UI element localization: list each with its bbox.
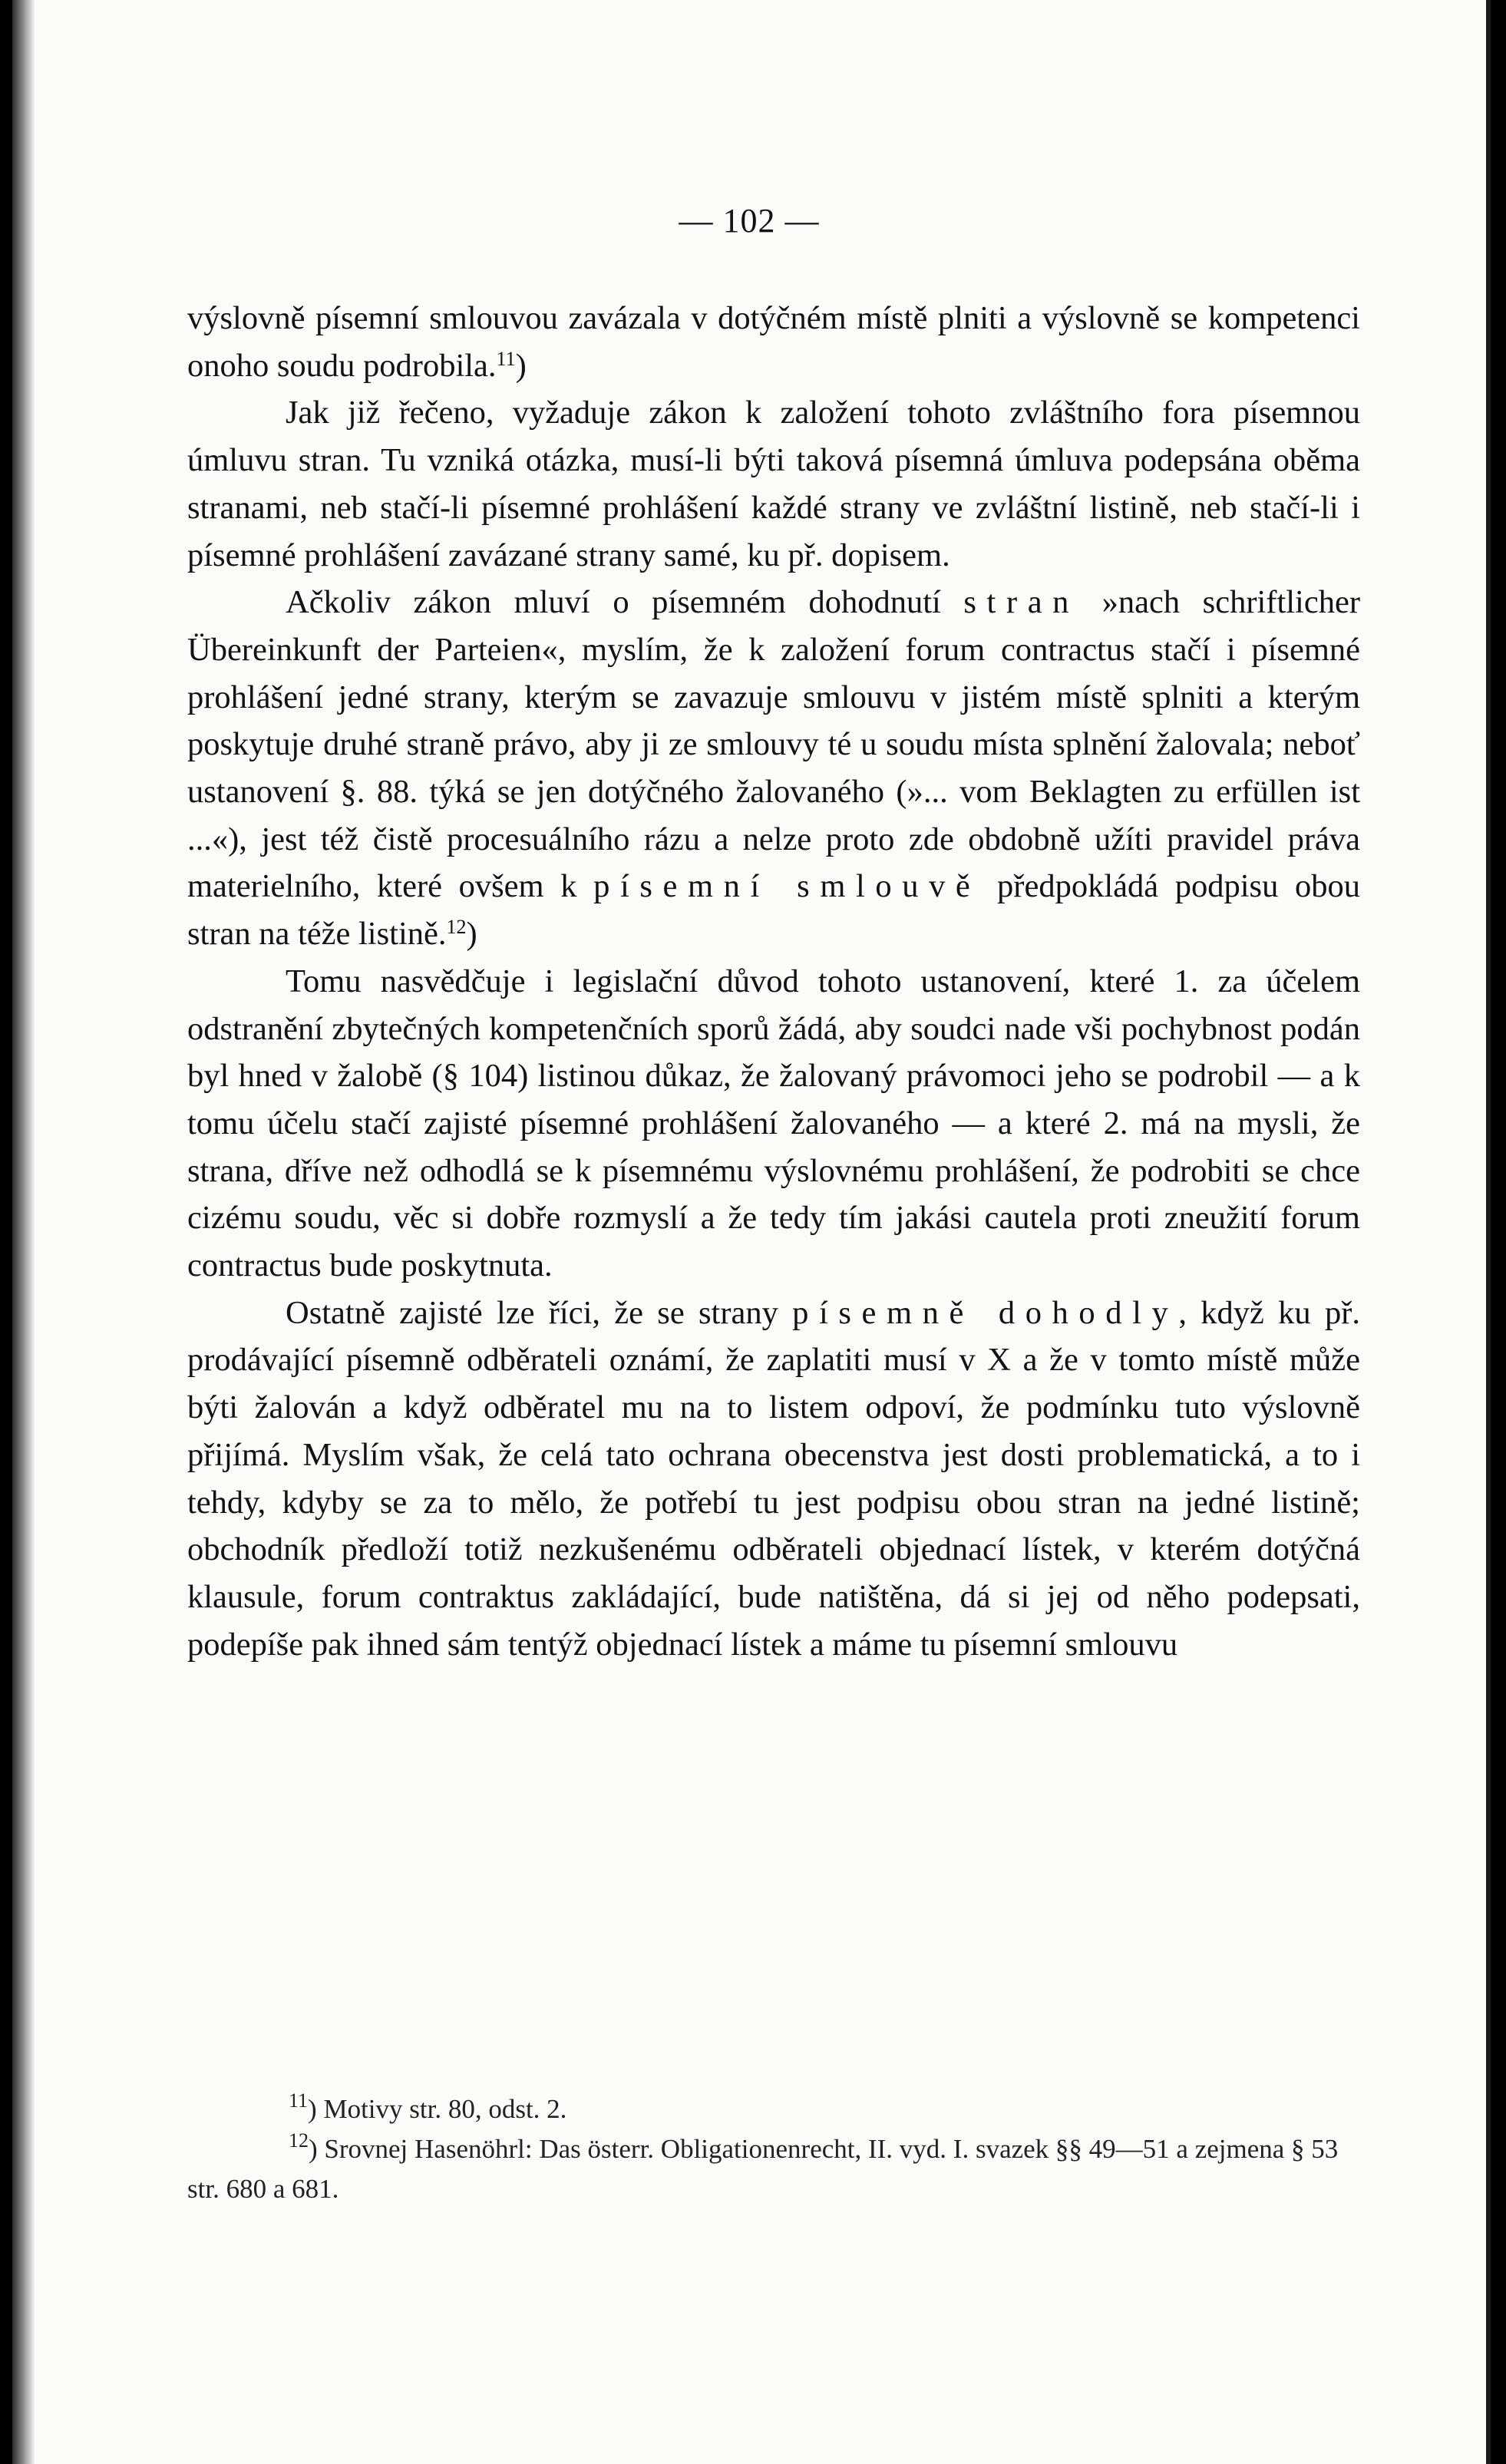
- paragraph-1: [187, 295, 1360, 389]
- body-text: [187, 295, 1360, 1668]
- footnote-12: [187, 2129, 1360, 2209]
- page-number: — 102 —: [679, 202, 820, 239]
- paragraph-4: [187, 958, 1360, 1290]
- text-run: výslovně písemní smlouvou zavázala v dotýčném místě plniti a výslovně se kompetenci onoho soudu podrobila.: [187, 300, 1360, 384]
- text-run: Ostatně zajisté lze říci, že se strany: [286, 1294, 793, 1331]
- text-run: ): [466, 916, 477, 953]
- footnote-text: ) Motivy str. 80, odst. 2.: [308, 2094, 567, 2124]
- text-run: , když ku př. prodávající písemně odběrateli oznámí, že zaplatiti musí v X a že v tomto místě může býti žalován a když odběratel mu na to listem odpoví, že podmínku tuto výslovně přijímá. Myslím však, že celá tato ochrana obecenstva jest dosti problematická, a to i tehdy, kdyby se za to mělo, že potřebí tu jest podpisu obou stran na jedné listině; obchodník předloží totiž nezkušenému odběrateli objednací lístek, v kterém dotýčná klausule, forum contraktus zakládající, bude natištěna, dá si jej od něho podepsati, podepíše pak ihned sám tentýž objednací lístek a máme tu písemní smlouvu: [187, 1294, 1360, 1663]
- paragraph-2: [187, 389, 1360, 579]
- emphasis-spaced: písemní smlouvě: [593, 868, 981, 905]
- text-run: předpokládá podpisu obou stran na téže listině.: [187, 868, 1360, 953]
- footnote-mark: 11: [289, 2089, 309, 2112]
- text-run: Tomu nasvědčuje i legislační důvod tohoto ustanovení, které 1. za účelem odstranění zbytečných kompetenčních sporů žádá, aby soudci nade vši pochybnost podán byl hned v žalobě (§ 104) listinou důkaz, že žalovaný právomoci jeho se podrobil — a k tomu účelu stačí zajisté písemné prohlášení žalovaného — a které 2. má na mysli, že strana, dříve než odhodlá se k písemnému výslovnému prohlášení, že podrobiti se chce cizému soudu, věc si dobře rozmyslí a že tedy tím jakási cautela proti zneužití forum contractus bude poskytnuta.: [187, 963, 1360, 1284]
- text-run: ): [515, 347, 527, 384]
- footnote-text: ) Srovnej Hasenöhrl: Das österr. Obligationenrecht, II. vyd. I. svazek §§ 49—51 a zejmena § 53 str. 680 a 681.: [187, 2134, 1339, 2204]
- book-page: [12, 0, 1491, 2464]
- text-run: Ačkoliv zákon mluví o písemném dohodnutí: [286, 584, 964, 621]
- footnotes: [187, 2089, 1360, 2209]
- text-run: »nach schriftlicher Übereinkunft der Parteien«, myslím, že k založení forum contractus stačí i písemné prohlášení jedné strany, kterým se zavazuje smlouvu v jistém místě splniti a kterým poskytuje druhé straně právo, aby ji ze smlouvy té u soudu místa splnění žalovala; neboť ustanovení §. 88. týká se jen dotýčného žalovaného (»... vom Beklagten zu erfüllen ist ...«), jest též čistě procesuálního rázu a nelze proto zde obdobně užíti pravidel práva materielního, které ovšem k: [187, 584, 1360, 905]
- emphasis-spaced: stran: [963, 584, 1080, 621]
- paragraph-5: [187, 1290, 1360, 1669]
- emphasis-spaced: písemně dohodly: [792, 1294, 1179, 1331]
- footnote-ref-12: 12: [446, 916, 467, 939]
- footnote-mark: 12: [289, 2129, 309, 2152]
- paragraph-3: [187, 579, 1360, 958]
- footnote-ref-11: 11: [496, 347, 516, 370]
- footnote-11: [187, 2089, 1360, 2129]
- text-run: Jak již řečeno, vyžaduje zákon k založení tohoto zvláštního fora písemnou úmluvu stran. Tu vzniká otázka, musí-li býti taková písemná úmluva podepsána oběma stranami, neb stačí-li písemné prohlášení každé strany ve zvláštní listině, neb stačí-li i písemné prohlášení zavázané strany samé, ku př. dopisem.: [187, 395, 1360, 573]
- page-edge-shadow: [12, 0, 35, 2464]
